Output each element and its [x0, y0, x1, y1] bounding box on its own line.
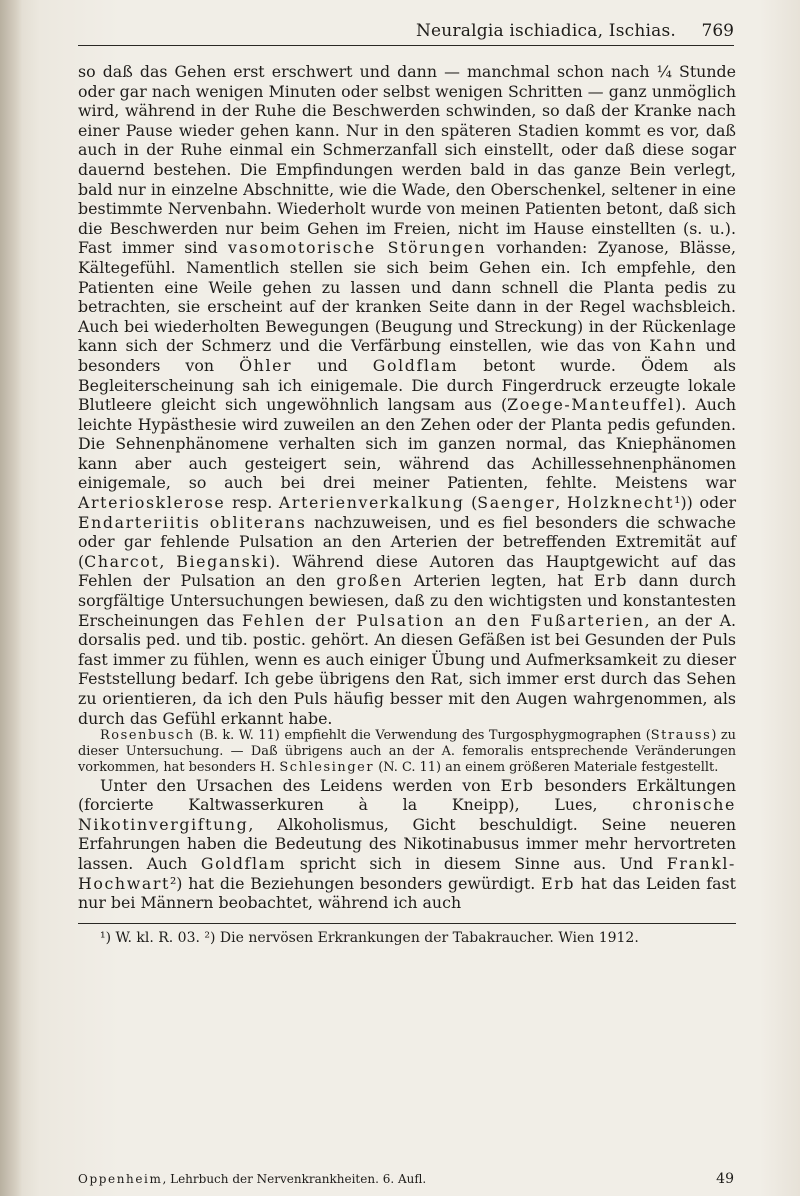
small-print-note: [78, 728, 736, 775]
footer-author: Oppenheim: [78, 1172, 163, 1186]
footer-book-title: , Lehrbuch der Nervenkrankheiten. 6. Aufl.: [162, 1172, 427, 1186]
text-run: ²) hat die Beziehungen besonders gewürdigt.: [169, 873, 542, 893]
text-run: (N. C. 11) an einem größeren Materiale festgestellt.: [374, 759, 719, 775]
text-run: (B. k. W. 11) empfiehlt die Verwendung des Turgosphygmographen (: [194, 728, 651, 744]
text-run: und besonders von: [78, 336, 736, 375]
text-run: ). Während diese Autoren das Hauptgewicht auf das Fehlen der Pulsation an den: [78, 551, 736, 591]
author-name: Strauss: [650, 728, 712, 744]
signature-mark: 49: [716, 1171, 734, 1187]
spaced-term: Arteriosklerose: [78, 493, 226, 513]
text-run: nachzuweisen, und es fiel besonders die schwache oder gar fehlende Pulsation an den Arterien der betreffenden Extremität auf (: [78, 512, 736, 571]
author-name: Frankl-Hochwart: [78, 853, 736, 893]
text-run: ,: [159, 551, 177, 571]
author-name: Kahn: [649, 336, 698, 356]
text-run: , Alkoholismus, Gicht beschuldigt. Seine neueren Erfahrungen haben die Bedeutung des Nikotinabusus immer mehr hervortreten lassen. Auch: [78, 814, 736, 873]
spaced-term: großen: [336, 571, 404, 591]
author-name: Holzknecht: [567, 493, 675, 513]
text-run: dann durch sorgfältige Untersuchungen bewiesen, daß zu den wichtigsten und konstantesten Erscheinungen das: [78, 571, 736, 630]
author-name: Bieganski: [176, 551, 270, 571]
text-run: vorhanden: Zyanose, Blässe, Kältegefühl. Namentlich stellen sie sich beim Gehen ein. Ich empfehle, den Patienten eine Weile gehen zu lassen und dann schnell die Planta pedis zu betrachten, sie erscheint auf der kranken Seite dann in der Regel wachsbleich. Auch bei wiederholten Bewegungen (Beugung und Streckung) in der Rückenlage kann sich der Schmerz und die Verfärbung einstellen, wie das von: [78, 238, 736, 356]
body-text: [78, 62, 736, 947]
text-run: ,: [555, 493, 567, 513]
text-run: ¹)) oder: [674, 493, 737, 513]
text-run: betont wurde. Ödem als Begleiterscheinung sah ich einigemale. Die durch Fingerdruck erzeugte lokale Blutleere gleicht sich ungewöhnlich langsam aus (: [78, 355, 736, 415]
spaced-term: chronische Nikotinvergiftung: [78, 795, 736, 834]
author-name: Saenger: [477, 493, 556, 513]
author-name: Goldflam: [372, 355, 459, 375]
author-name: Goldflam: [200, 853, 287, 873]
spaced-term: Fehlen der Pulsation an den Fußarterien: [241, 610, 645, 630]
header-title: Neuralgia ischiadica, Ischias.: [415, 21, 676, 41]
text-run: Unter den Ursachen des Leidens werden von: [100, 775, 501, 795]
text-run: so daß das Gehen erst erschwert und dann — manchmal schon nach ¼ Stunde oder gar nach wenigen Minuten oder selbst wenigen Schritten — ganz unmöglich wird, während in der Ruhe die Beschwerden schwinden, so daß der Kranke nach einer Pause wieder gehen kann. Nur in den späteren Stadien kommt es vor, daß auch in der Ruhe einmal ein Schmerzanfall sich einstellt, oder daß diese sogar dauernd bestehen. Die Empfindungen werden bald in das ganze Bein verlegt, bald nur in einzelne Abschnitte, wie die Wade, den Oberschenkel, seltener in eine bestimmte Nervenbahn. Wiederholt wurde von meinen Patienten betont, daß sich die Beschwerden nur beim Gehen im Freien, nicht im Hause einstellten (s. u.). Fast immer sind: [78, 62, 736, 258]
text-run: besonders Erkältungen (forcierte Kaltwasserkuren à la Kneipp), Lues,: [78, 775, 736, 815]
spaced-term: vasomotorische Störungen: [227, 238, 487, 258]
author-name: Charcot: [84, 551, 160, 571]
author-name: Schlesinger: [279, 759, 375, 775]
page-number: 769: [701, 21, 734, 41]
author-name: Rosenbusch: [100, 728, 195, 744]
text-run: (: [464, 493, 478, 513]
spaced-term: Arterienverkalkung: [278, 493, 465, 513]
spaced-term: Endarteriitis obliterans: [78, 512, 307, 532]
author-name: Zoege-Manteuffel: [507, 395, 676, 415]
page-footer: [78, 1172, 734, 1186]
text-run: resp.: [225, 493, 279, 513]
author-name: Erb: [500, 775, 535, 795]
text-run: Arterien legten, hat: [403, 571, 594, 591]
author-name: Öhler: [239, 355, 293, 375]
footnote-rule: [78, 923, 736, 924]
header-rule: [78, 45, 734, 46]
paragraph-1: [78, 62, 736, 728]
text-run: ). Auch leichte Hypästhesie wird zuweilen an den Zehen oder der Planta pedis gefunden. Die Sehnenphänomene verhalten sich im ganzen normal, das Kniephänomen kann aber auch gesteigert sein, während das Achillessehnenphänomen einigemale, so auch bei drei meiner Patienten, fehlte. Meistens war: [78, 395, 737, 493]
footnotes: ¹) W. kl. R. 03. ²) Die nervösen Erkrankungen der Tabakraucher. Wien 1912.: [100, 929, 639, 946]
page-binding-shadow: [0, 0, 22, 1196]
text-run: spricht sich in diesem Sinne aus. Und: [286, 853, 667, 873]
text-run: hat das Leiden fast nur bei Männern beobachtet, während ich auch: [78, 873, 736, 913]
author-name: Erb: [593, 571, 628, 591]
text-run: ) zu dieser Untersuchung. — Daß übrigens auch an der A. femoralis entsprechende Veränderungen vorkommen, hat besonders H.: [78, 728, 736, 775]
author-name: Erb: [541, 873, 576, 893]
running-header: [78, 20, 734, 46]
paragraph-2: [78, 776, 736, 913]
text-run: und: [292, 355, 373, 375]
text-run: , an der A. dorsalis ped. und tib. postic. gehört. An diesen Gefäßen ist bei Gesunden der Puls fast immer zu fühlen, wenn es auch einiger Übung und Aufmerksamkeit zu dieser Feststellung bedarf. Ich gebe übrigens den Rat, sich immer erst durch das Sehen zu orientieren, da ich den Puls häufig besser mit den Augen wahrgenommen, als durch das Gefühl erkannt habe.: [78, 610, 737, 728]
